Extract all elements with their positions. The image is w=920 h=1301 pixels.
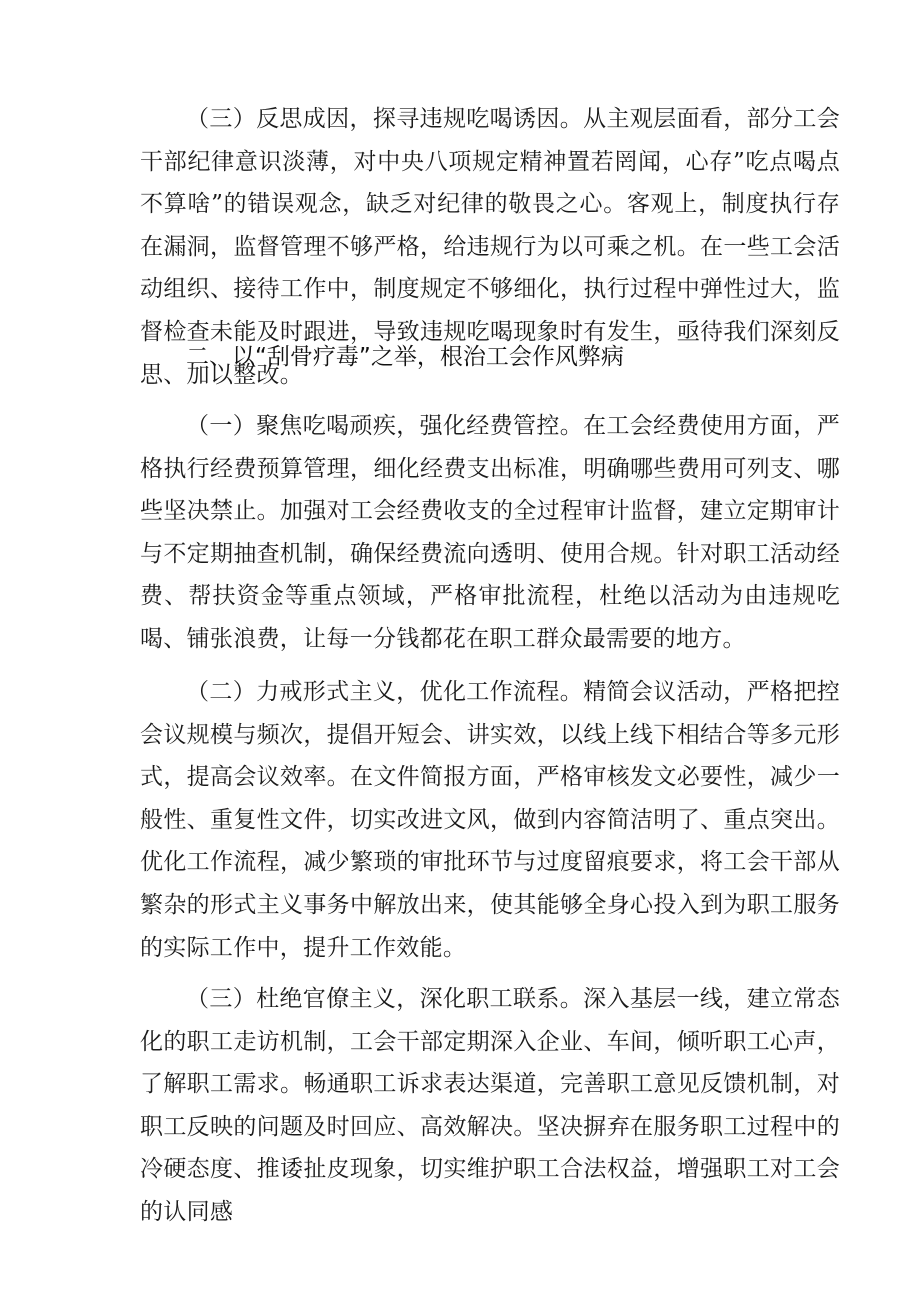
section-heading-2: 二、以“刮骨疗毒”之举，根治工会作风弊病 [186, 344, 624, 370]
paragraph-reflect-causes: （三）反思成因，探寻违规吃喝诱因。从主观层面看，部分工会干部纪律意识淡薄，对中央八项规定精神置若罔闻，心存”吃点喝点不算啥”的错误观念，缺乏对纪律的敬畏之心。客观上，制度执行存在漏洞，监督管理不够严格，给违规行为以可乘之机。在一些工会活动组织、接待工作中，制度规定不够细化，执行过程中弹性过大，监督检查未能及时跟进，导致违规吃喝现象时有发生，亟待我们深刻反思、加以整改。 [140, 106, 840, 388]
paragraph-formalism: （二）力戒形式主义，优化工作流程。精简会议活动，严格把控会议规模与频次，提倡开短会、讲实效，以线上线下相结合等多元形式，提高会议效率。在文件简报方面，严格审核发文必要性，减少一般性、重复性文件，切实改进文风，做到内容简洁明了、重点突出。优化工作流程，减少繁琐的审批环节与过度留痕要求，将工会干部从繁杂的形式主义事务中解放出来，使其能够全身心投入到为职工服务的实际工作中，提升工作效能。 [140, 679, 840, 961]
paragraph-bureaucratism: （三）杜绝官僚主义，深化职工联系。深入基层一线，建立常态化的职工走访机制，工会干部定期深入企业、车间，倾听职工心声，了解职工需求。畅通职工诉求表达渠道，完善职工意见反馈机制，对职工反映的问题及时回应、高效解决。坚决摒弃在服务职工过程中的冷硬态度、推诿扯皮现象，切实维护职工合法权益，增强职工对工会的认同感 [140, 986, 840, 1225]
paragraph-fund-control: （一）聚焦吃喝顽疾，强化经费管控。在工会经费使用方面，严格执行经费预算管理，细化经费支出标准，明确哪些费用可列支、哪些坚决禁止。加强对工会经费收支的全过程审计监督，建立定期审计与不定期抽查机制，确保经费流向透明、使用合规。针对职工活动经费、帮扶资金等重点领域，严格审批流程，杜绝以活动为由违规吃喝、铺张浪费，让每一分钱都花在职工群众最需要的地方。 [140, 413, 840, 652]
